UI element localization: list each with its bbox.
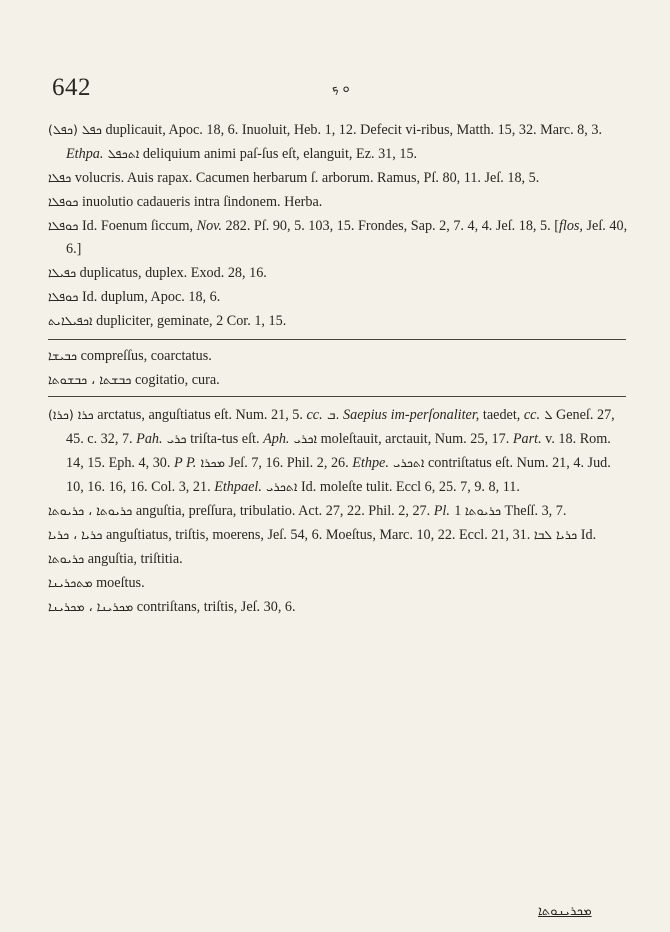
entry-block-3 [48, 403, 628, 619]
entry: (ܟܦܠ) ܟܦܠ duplicauit, Apoc. 18, 6. Inuoluit, Heb. 1, 12. Defecit vi-ribus, Matth. 15, 32. Marc. 8, 3. Ethpa. ܐܬܟܦܠ deliquium animi paſ-ſus eſt, elanguit, Ez. 31, 15. [48, 122, 602, 162]
page-content [48, 118, 628, 619]
entry: ܟܘܦܠܐ Id. duplum, Apoc. 18, 6. [48, 289, 221, 305]
entry: ܐܟܦܝܠܐܝܬ dupliciter, geminate, 2 Cor. 1, 15. [48, 313, 287, 329]
entry: ܟܪܝܘܬܐ ، ܟܪܝܘܬܐ anguſtia, preſſura, tribulatio. Act. 27, 22. Phil. 2, 27. Pl. ܟܪܝܘܬܐ 1 Theſſ. 3, 7. [48, 503, 567, 519]
page-number: 642 [52, 74, 91, 101]
entry-block-2 [48, 344, 628, 392]
section-divider [48, 396, 626, 397]
catchword: ܡܟܪܝܢܘܬܐ [538, 904, 592, 919]
entry: ܟܪܝܐ ، ܟܪܝܐ anguſtiatus, triſtis, moerens, Jeſ. 54, 6. Moeſtus, Marc. 10, 22. Eccl. 21, 31. ܟܪܝܐ ܠܒܐ Id. [48, 527, 597, 543]
page-header [52, 74, 612, 104]
running-head: ܘ ܟ [332, 80, 350, 95]
entry: ܟܒܝܫܐ compreſſus, coarctatus. [48, 348, 212, 364]
entry: ܡܟܪܝܢܐ ، ܡܟܪܝܢܐ contriſtans, triſtis, Jeſ. 30, 6. [48, 599, 296, 615]
entry-block-1 [48, 118, 628, 333]
entry: ܟܘܦܠܐ Id. Foenum ſiccum, Nov. 282. Pſ. 90, 5. 103, 15. Frondes, Sap. 2, 7. 4, 4. Jeſ. 18, 5. [flos, Jeſ. 40, 6.] [48, 218, 628, 257]
entry: (ܟܪܐ) ܟܪܐ arctatus, anguſtiatus eſt. Num. 21, 5. cc. ܒ. Saepius im-perſonaliter, taedet, cc. ܠ Geneſ. 27, 45. c. 32, 7. Pah. ܟܪܝ triſta-tus eſt. Aph. ܐܟܪܝ moleſtauit, arctauit, Num. 25, 17. Part. v. 18. Rom. 14, 15. Eph. 4, 30. P P. ܡܟܪܐ Jeſ. 7, 16. Phil. 2, 26. Ethpe. ܐܬܟܪܝ contriſtatus eſt. Num. 21, 4. Jud. 10, 16. 16, 16. Col. 3, 21. Ethpael. ܐܬܟܪܝ Id. moleſte tulit. Eccl 6, 25. 7, 9. 8, 11. [48, 407, 615, 495]
entry: ܟܦܠܐ volucris. Auis rapax. Cacumen herbarum ſ. arborum. Ramus, Pſ. 80, 11. Jeſ. 18, 5. [48, 170, 540, 186]
entry: ܡܬܟܪܝܢܐ moeſtus. [48, 575, 145, 591]
section-divider [48, 339, 626, 340]
entry: ܟܒܫܬܐ ، ܟܒܫܘܬܐ cogitatio, cura. [48, 372, 220, 388]
entry: ܟܘܦܠܐ inuolutio cadaueris intra ſindonem. Herba. [48, 194, 323, 210]
entry: ܟܪܝܘܬܐ anguſtia, triſtitia. [48, 551, 183, 567]
entry: ܟܦܝܠܐ duplicatus, duplex. Exod. 28, 16. [48, 265, 267, 281]
